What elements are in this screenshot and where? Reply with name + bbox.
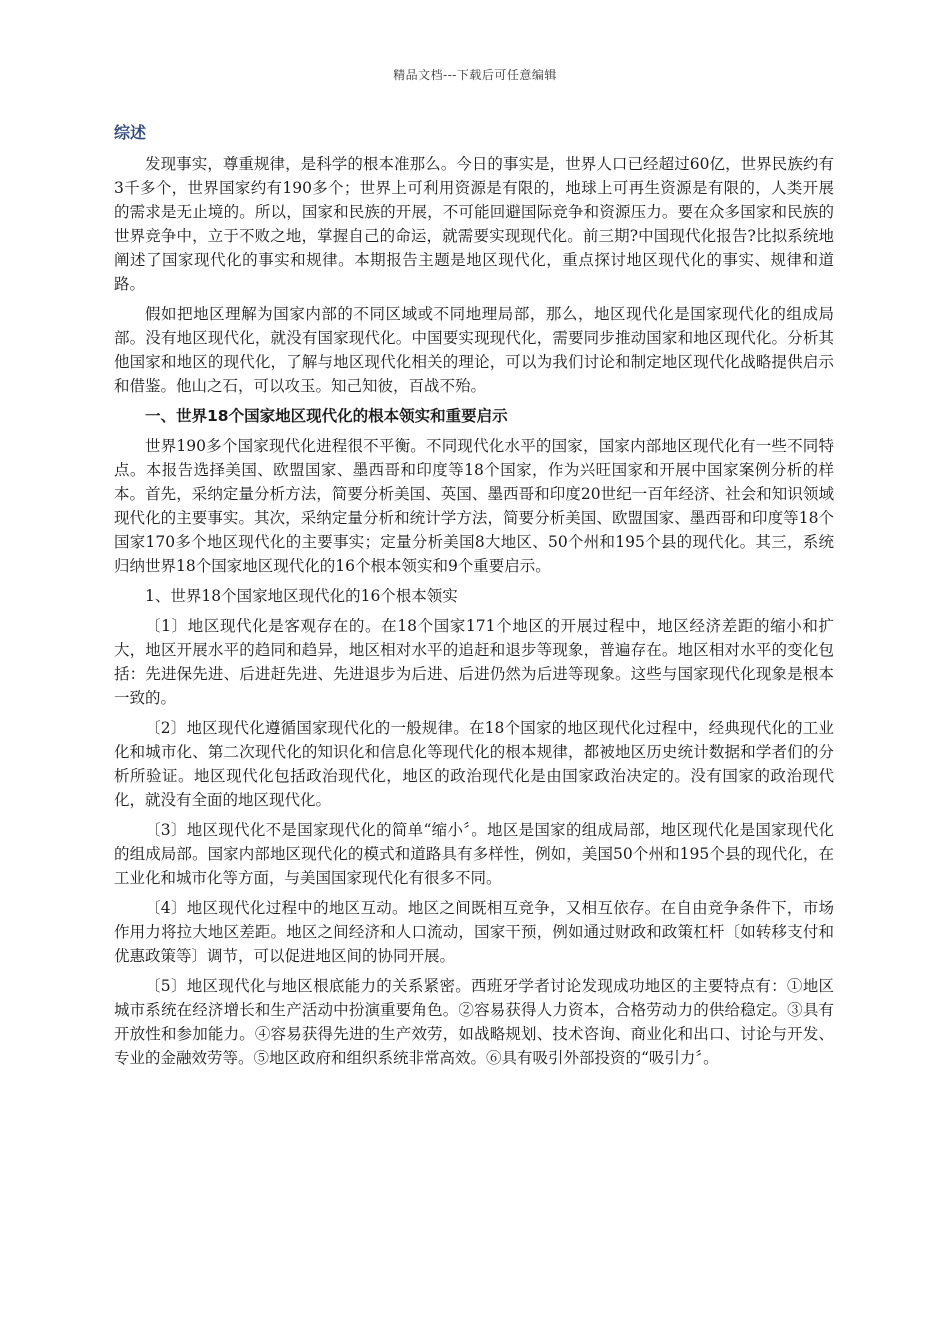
- section-title: 综述: [114, 123, 147, 142]
- paragraph-fact-1: 〔1〕地区现代化是客观存在的。在18个国家171个地区的开展过程中，地区经济差距的缩小和扩大，地区开展水平的趋同和趋异，地区相对水平的追赶和退步等现象，普遍存在。地区相对水平的变化包括：先进保先进、后进赶先进、先进退步为后进、后进仍然为后进等现象。这些与国家现代化现象是根本一致的。: [114, 617, 834, 707]
- paragraph-fact-4: 〔4〕地区现代化过程中的地区互动。地区之间既相互竞争，又相互依存。在自由竞争条件下，市场作用力将拉大地区差距。地区之间经济和人口流动，国家干预，例如通过财政和政策杠杆〔如转移支付和优惠政策等〕调节，可以促进地区间的协同开展。: [114, 899, 834, 965]
- paragraph-fact-5: 〔5〕地区现代化与地区根底能力的关系紧密。西班牙学者讨论发现成功地区的主要特点有：①地区城市系统在经济增长和生产活动中扮演重要角色。②容易获得人力资本，合格劳动力的供给稳定。③具有开放性和参加能力。④容易获得先进的生产效劳，如战略规划、技术咨询、商业化和出口、讨论与开发、专业的金融效劳等。⑤地区政府和组织系统非常高效。⑥具有吸引外部投资的“吸引力〞。: [114, 977, 834, 1067]
- document-body: [114, 122, 834, 1076]
- paragraph-fact-2: 〔2〕地区现代化遵循国家现代化的一般规律。在18个国家的地区现代化过程中，经典现代化的工业化和城市化、第二次现代化的知识化和信息化等现代化的根本规律，都被地区历史统计数据和学者们的分析所验证。地区现代化包括政治现代化，地区的政治现代化是由国家政治决定的。没有国家的政治现代化，就没有全面的地区现代化。: [114, 719, 834, 809]
- page-header: 精品文档---下载后可任意编辑: [393, 68, 557, 82]
- paragraph-region-definition: 假如把地区理解为国家内部的不同区域或不同地理局部，那么，地区现代化是国家现代化的组成局部。没有地区现代化，就没有国家现代化。中国要实现现代化，需要同步推动国家和地区现代化。分析其他国家和地区的现代化，了解与地区现代化相关的理论，可以为我们讨论和制定地区现代化战略提供启示和借鉴。他山之石，可以攻玉。知己知彼，百战不殆。: [114, 305, 834, 395]
- paragraph-overview: 世界190多个国家现代化进程很不平衡。不同现代化水平的国家，国家内部地区现代化有一些不同特点。本报告选择美国、欧盟国家、墨西哥和印度等18个国家，作为兴旺国家和开展中国家案例分析的样本。首先，采纳定量分析方法，简要分析美国、英国、墨西哥和印度20世纪一百年经济、社会和知识领域现代化的主要事实。其次，采纳定量分析和统计学方法，简要分析美国、欧盟国家、墨西哥和印度等18个国家170多个地区现代化的主要事实；定量分析美国8大地区、50个州和195个县的现代化。其三，系统归纳世界18个国家地区现代化的16个根本领实和9个重要启示。: [114, 437, 834, 575]
- heading-subsection-one: 1、世界18个国家地区现代化的16个根本领实: [145, 587, 458, 605]
- heading-section-one: 一、世界18个国家地区现代化的根本领实和重要启示: [145, 407, 508, 425]
- paragraph-intro: 发现事实，尊重规律，是科学的根本准那么。今日的事实是，世界人口已经超过60亿，世界民族约有3千多个，世界国家约有190多个；世界上可利用资源是有限的，地球上可再生资源是有限的，人类开展的需求是无止境的。所以，国家和民族的开展，不可能回避国际竞争和资源压力。要在众多国家和民族的世界竞争中，立于不败之地，掌握自己的命运，就需要实现现代化。前三期?中国现代化报告?比拟系统地阐述了国家现代化的事实和规律。本期报告主题是地区现代化，重点探讨地区现代化的事实、规律和道路。: [114, 155, 834, 293]
- paragraph-fact-3: 〔3〕地区现代化不是国家现代化的简单“缩小〞。地区是国家的组成局部，地区现代化是国家现代化的组成局部。国家内部地区现代化的模式和道路具有多样性，例如，美国50个州和195个县的现代化，在工业化和城市化等方面，与美国国家现代化有很多不同。: [114, 821, 834, 887]
